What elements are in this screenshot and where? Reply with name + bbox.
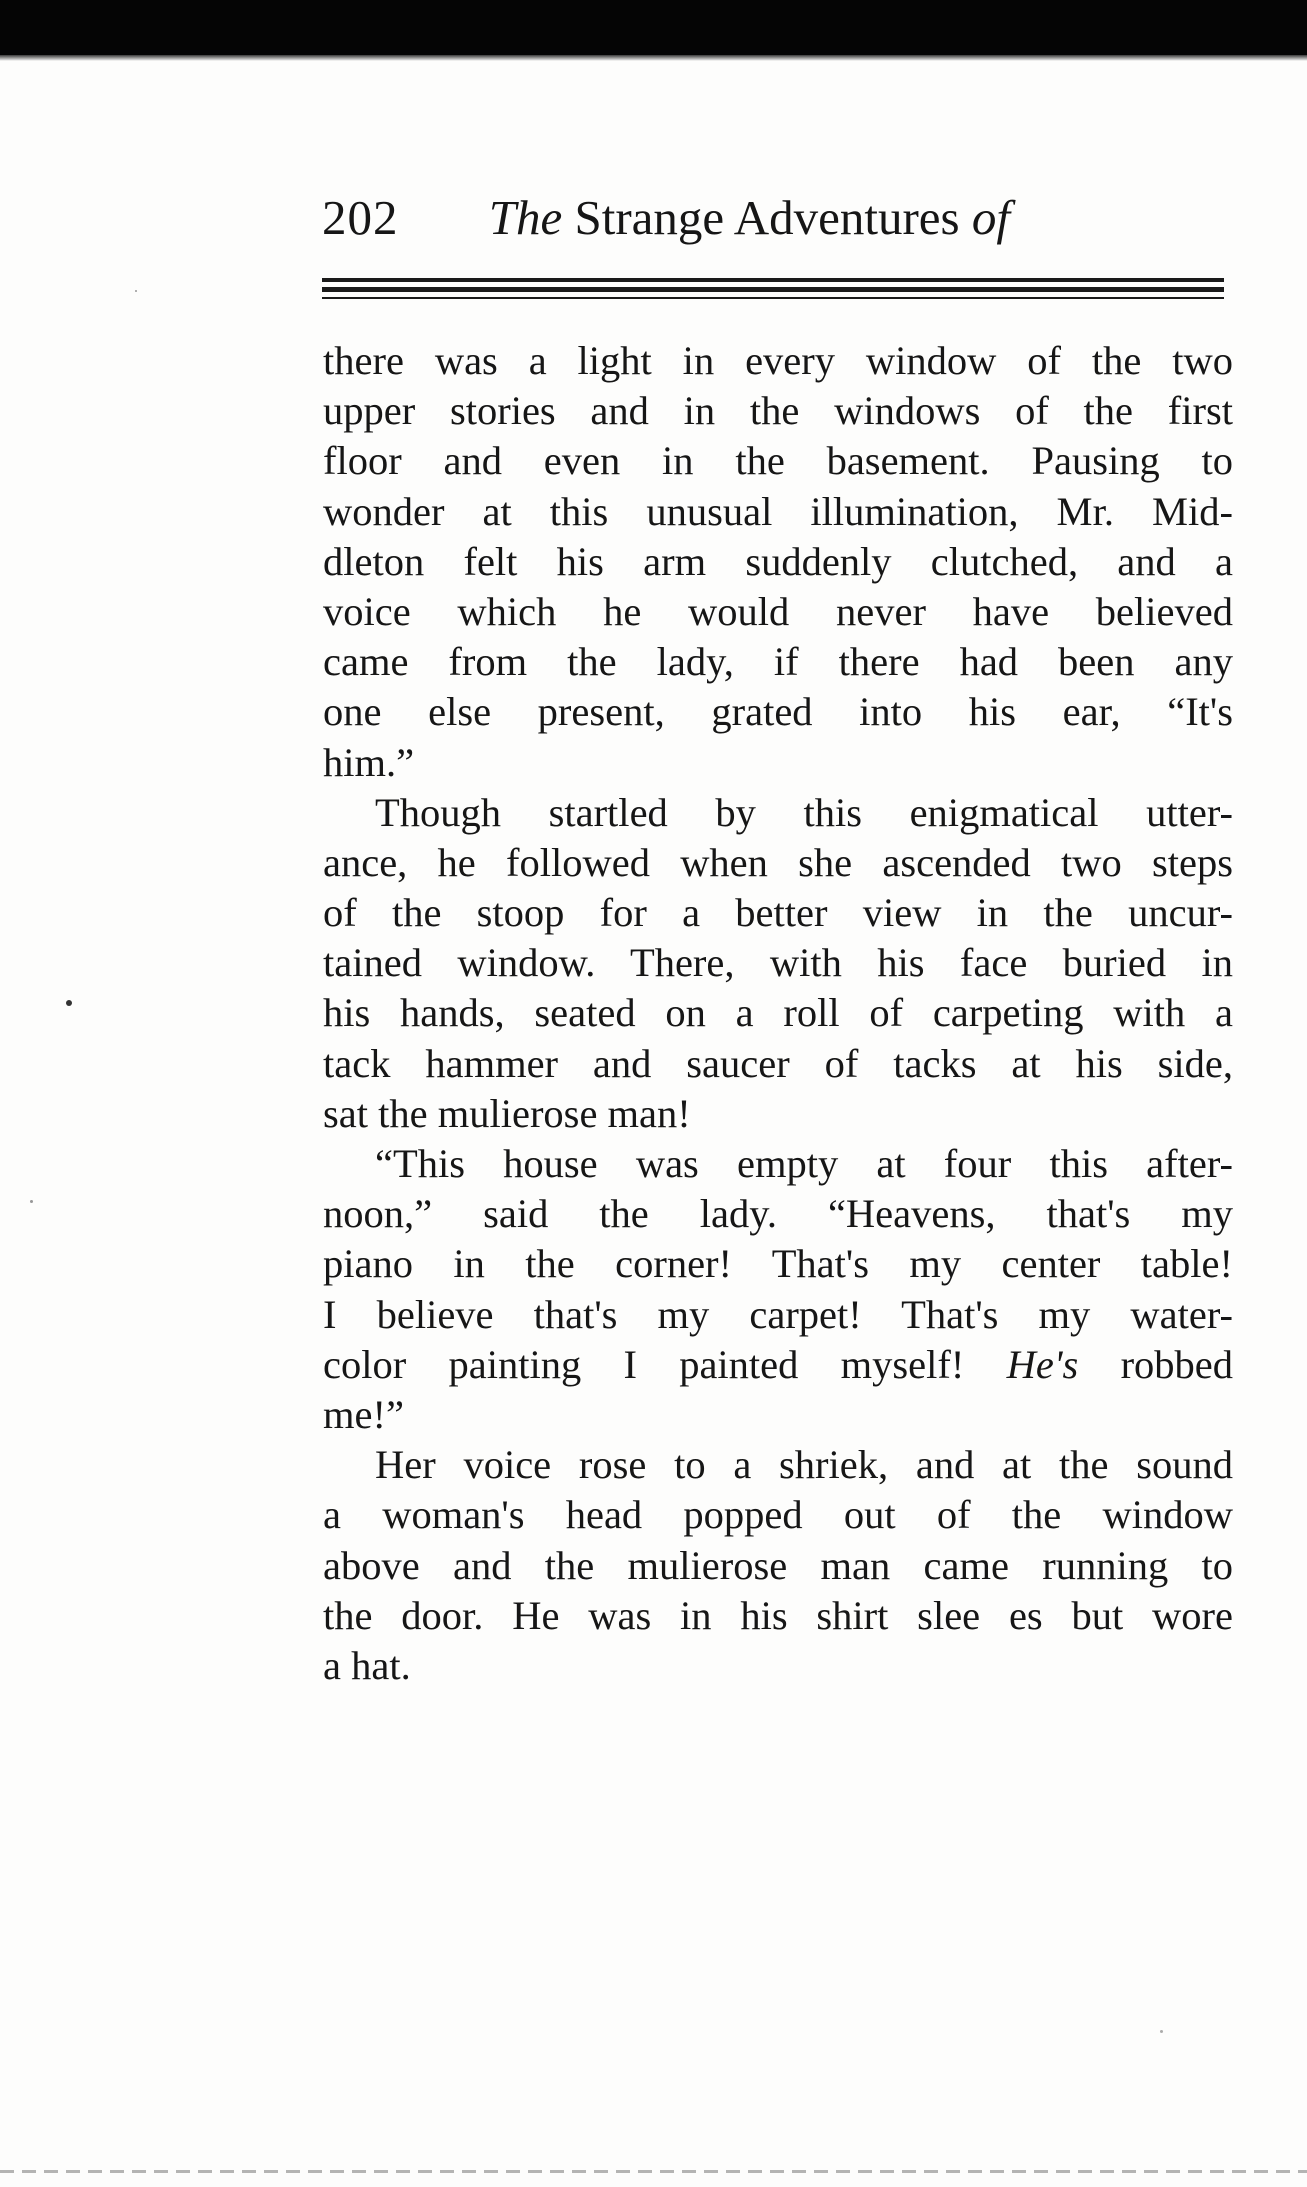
text-line: wonder at this unusual illumination, Mr. Mid- — [323, 488, 1233, 534]
text-line: a woman's head popped out of the window — [323, 1492, 1233, 1538]
text-line: his hands, seated on a roll of carpeting with a — [323, 990, 1233, 1036]
text-line: I believe that's my carpet! That's my water- — [323, 1291, 1233, 1337]
scan-speck — [66, 1000, 72, 1006]
running-header — [322, 186, 1222, 250]
text-line: noon,” said the lady. “Heavens, that's my — [323, 1191, 1233, 1237]
line-segment: color painting I painted myself! — [323, 1341, 965, 1387]
text-line: Though startled by this enigmatical utter- — [375, 789, 1233, 835]
body-text — [323, 336, 1233, 1691]
text-line: piano in the corner! That's my center table! — [323, 1241, 1233, 1287]
text-line: there was a light in every window of the two — [323, 338, 1233, 383]
text-line: a hat. — [323, 1642, 411, 1688]
page-number: 202 — [322, 190, 399, 245]
text-line: the door. He was in his shirt slee es but wore — [323, 1592, 1233, 1638]
text-line: me!” — [323, 1391, 404, 1437]
italic-emphasis: He's — [1006, 1341, 1079, 1387]
text-line: voice which he would never have believed — [323, 588, 1233, 634]
title-of: of — [971, 190, 1010, 245]
scan-top-edge — [0, 55, 1307, 61]
text-line: him.” — [323, 739, 415, 785]
title-the: The — [488, 190, 563, 245]
scan-speck — [1160, 2030, 1163, 2033]
text-line: floor and even in the basement. Pausing to — [323, 438, 1233, 484]
line-segment: robbed — [1120, 1341, 1234, 1387]
text-line: ance, he followed when she ascended two steps — [323, 839, 1233, 885]
scan-bottom-edge — [0, 2170, 1307, 2173]
text-line: of the stoop for a better view in the uncur- — [323, 890, 1233, 936]
scan-speck — [135, 290, 137, 292]
running-title — [489, 190, 1010, 245]
text-line: came from the lady, if there had been any — [323, 639, 1233, 685]
text-line: Her voice rose to a shriek, and at the sound — [375, 1442, 1233, 1488]
scan-speck — [30, 1200, 33, 1203]
header-rule-bottom — [322, 297, 1224, 299]
header-rule-top — [322, 278, 1224, 282]
text-line: upper stories and in the windows of the first — [323, 388, 1233, 434]
text-line: one else present, grated into his ear, “It's — [323, 689, 1233, 735]
text-line: above and the mulierose man came running to — [323, 1542, 1233, 1588]
scan-top-band — [0, 0, 1307, 55]
title-main: Strange Adventures — [574, 190, 960, 245]
text-line: tained window. There, with his face buried in — [323, 940, 1233, 986]
text-line: sat the mulierose man! — [323, 1090, 691, 1136]
header-rule-middle — [322, 287, 1224, 292]
text-line: dleton felt his arm suddenly clutched, and a — [323, 538, 1233, 584]
text-line: “This house was empty at four this after- — [375, 1141, 1233, 1186]
text-line — [323, 1340, 1233, 1390]
text-line: tack hammer and saucer of tacks at his side, — [323, 1040, 1233, 1086]
